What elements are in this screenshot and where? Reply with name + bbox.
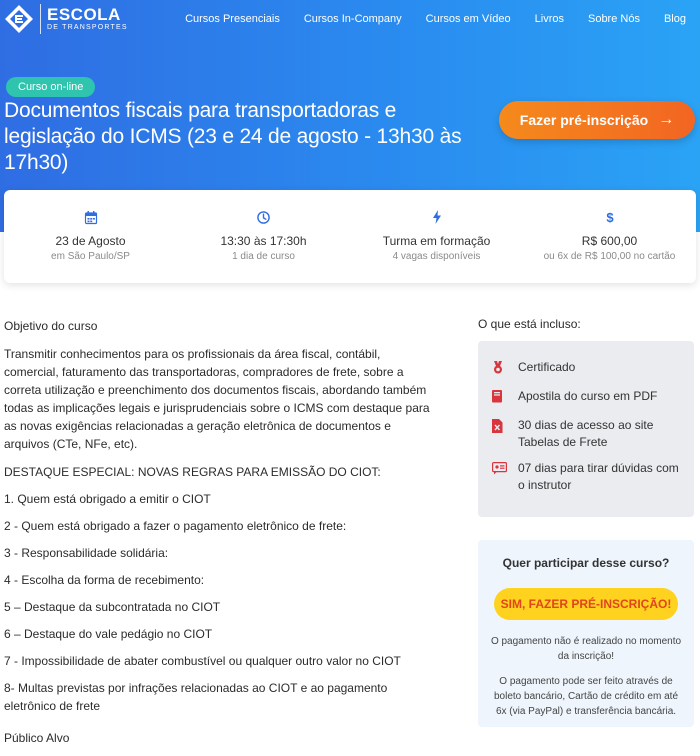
duration-value: 1 dia de curso — [232, 251, 295, 262]
course-description — [4, 317, 432, 756]
target-audience-title: Público Alvo — [4, 731, 70, 745]
course-info-card — [4, 190, 696, 283]
topic-item: 3 - Responsabilidade solidária: — [4, 546, 169, 560]
topic-item: 8- Multas previstas por infrações relacionadas ao CIOT e ao pagamento eletrônico de frete — [4, 681, 388, 713]
vacancies-value: 4 vagas disponíveis — [392, 251, 481, 262]
included-item — [492, 460, 680, 494]
logo[interactable] — [4, 4, 128, 34]
nav-cursos-presenciais[interactable]: Cursos Presenciais — [185, 13, 280, 25]
topic-item: 4 - Escolha da forma de recebimento: — [4, 573, 205, 587]
document-icon — [492, 417, 518, 451]
medal-icon — [492, 359, 518, 379]
location-value: em São Paulo/SP — [51, 251, 130, 262]
info-time — [177, 190, 350, 283]
dollar-icon — [523, 208, 696, 226]
objective-text: Transmitir conhecimentos para os profissionais da área fiscal, contábil, comercial, faturamento das transportadoras, compradores de frete, sobre a correta utilização e preenchimento dos documentos fiscais, abordando também todas as implicações legais e jurisprudenciais sobre o ICMS com destaque para as novas exigências relacionadas a geração eletrônica de documentos e arquivos (CTe, NFe, etc). — [4, 347, 430, 451]
logo-divider — [40, 4, 41, 34]
pre-registration-label: Fazer pré-inscrição — [519, 112, 649, 128]
included-list — [478, 341, 694, 517]
nav-blog[interactable]: Blog — [663, 13, 686, 25]
topic-item: 7 - Impossibilidade de abater combustível ou qualquer outro valor no CIOT — [4, 654, 401, 668]
chat-icon — [492, 460, 518, 494]
nav-cursos-in-company[interactable]: Cursos In-Company — [303, 13, 402, 25]
topic-item: 5 – Destaque da subcontratada no CIOT — [4, 600, 221, 614]
installments-value: ou 6x de R$ 100,00 no cartão — [543, 251, 676, 262]
join-title: Quer participar desse curso? — [502, 556, 670, 570]
date-value: 23 de Agosto — [55, 234, 126, 248]
topic-item: 2 - Quem está obrigado a fazer o pagamento eletrônico de frete: — [4, 519, 347, 533]
logo-subtitle: DE TRANSPORTES — [47, 24, 128, 31]
included-text: Apostila do curso em PDF — [518, 389, 658, 403]
included-text: 30 dias de acesso ao site Tabelas de Frete — [518, 418, 654, 449]
join-pre-registration-button[interactable]: SIM, FAZER PRÉ-INSCRIÇÃO! — [494, 588, 678, 620]
clock-icon — [177, 208, 350, 226]
info-price — [523, 190, 696, 283]
join-course-box — [478, 540, 694, 727]
objective-title: Objetivo do curso — [4, 319, 98, 333]
included-text: 07 dias para tirar dúvidas com o instrutor — [518, 461, 679, 492]
time-value: 13:30 às 17:30h — [220, 234, 307, 248]
info-date — [4, 190, 177, 283]
svg-text:$: $ — [605, 210, 614, 225]
course-type-badge: Curso on-line — [6, 77, 95, 97]
nav-cursos-em-video[interactable]: Cursos em Vídeo — [425, 13, 511, 25]
highlight-heading: DESTAQUE ESPECIAL: NOVAS REGRAS PARA EMISSÃO DO CIOT: — [4, 465, 381, 479]
price-value: R$ 600,00 — [581, 234, 638, 248]
nav-sobre-nos[interactable]: Sobre Nós — [587, 13, 640, 25]
logo-title: ESCOLA — [47, 5, 121, 24]
topic-item: 1. Quem está obrigado a emitir o CIOT — [4, 492, 211, 506]
logo-mark-icon — [4, 4, 34, 34]
payment-methods-note: O pagamento pode ser feito através de boleto bancário, Cartão de crédito em até 6x (via PayPal) e transferência bancária. — [494, 676, 678, 717]
included-item — [492, 359, 680, 379]
info-status — [350, 190, 523, 283]
lightning-icon — [350, 208, 523, 226]
status-value: Turma em formação — [382, 234, 491, 248]
included-item — [492, 417, 680, 451]
payment-note: O pagamento não é realizado no momento da inscrição! — [490, 636, 682, 662]
arrow-right-icon: → — [658, 111, 675, 128]
included-title: O que está incluso: — [478, 317, 581, 331]
included-item — [492, 388, 680, 408]
nav-livros[interactable]: Livros — [534, 13, 564, 25]
book-icon — [492, 388, 518, 408]
pre-registration-button[interactable] — [499, 101, 695, 139]
topic-item: 6 – Destaque do vale pedágio no CIOT — [4, 627, 213, 641]
calendar-icon — [4, 208, 177, 226]
top-nav — [161, 13, 686, 25]
included-text: Certificado — [518, 360, 576, 374]
page-title: Documentos fiscais para transportadoras e legislação do ICMS (23 e 24 de agosto - 13h30 às 17h30) — [4, 99, 462, 174]
